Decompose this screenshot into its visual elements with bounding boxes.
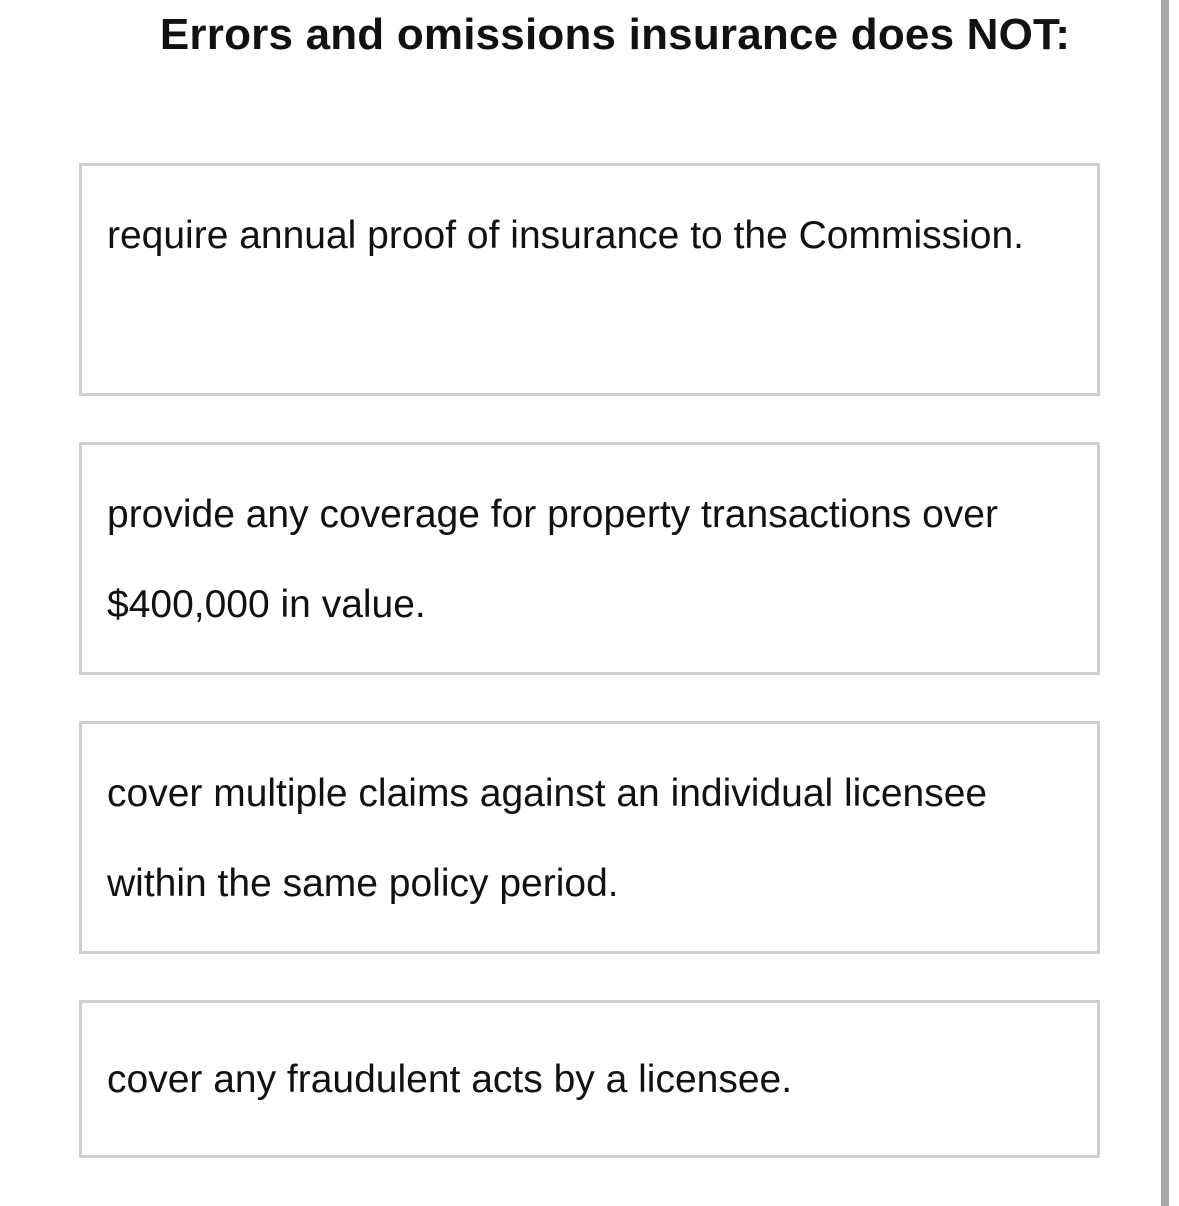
answer-option-1[interactable] bbox=[79, 163, 1100, 396]
scrollbar[interactable] bbox=[1161, 0, 1169, 1206]
answer-option-4[interactable] bbox=[79, 1000, 1100, 1158]
answer-option-label: provide any coverage for property transactions over $400,000 in value. bbox=[107, 493, 998, 626]
answer-option-2[interactable] bbox=[79, 442, 1100, 675]
answer-option-3[interactable] bbox=[79, 721, 1100, 954]
question-title: Errors and omissions insurance does NOT: bbox=[159, 10, 1071, 59]
answer-option-label: cover any fraudulent acts by a licensee. bbox=[107, 1058, 793, 1101]
answer-option-label: require annual proof of insurance to the Commission. bbox=[107, 214, 1024, 257]
answer-option-label: cover multiple claims against an individual licensee within the same policy period. bbox=[107, 772, 988, 905]
